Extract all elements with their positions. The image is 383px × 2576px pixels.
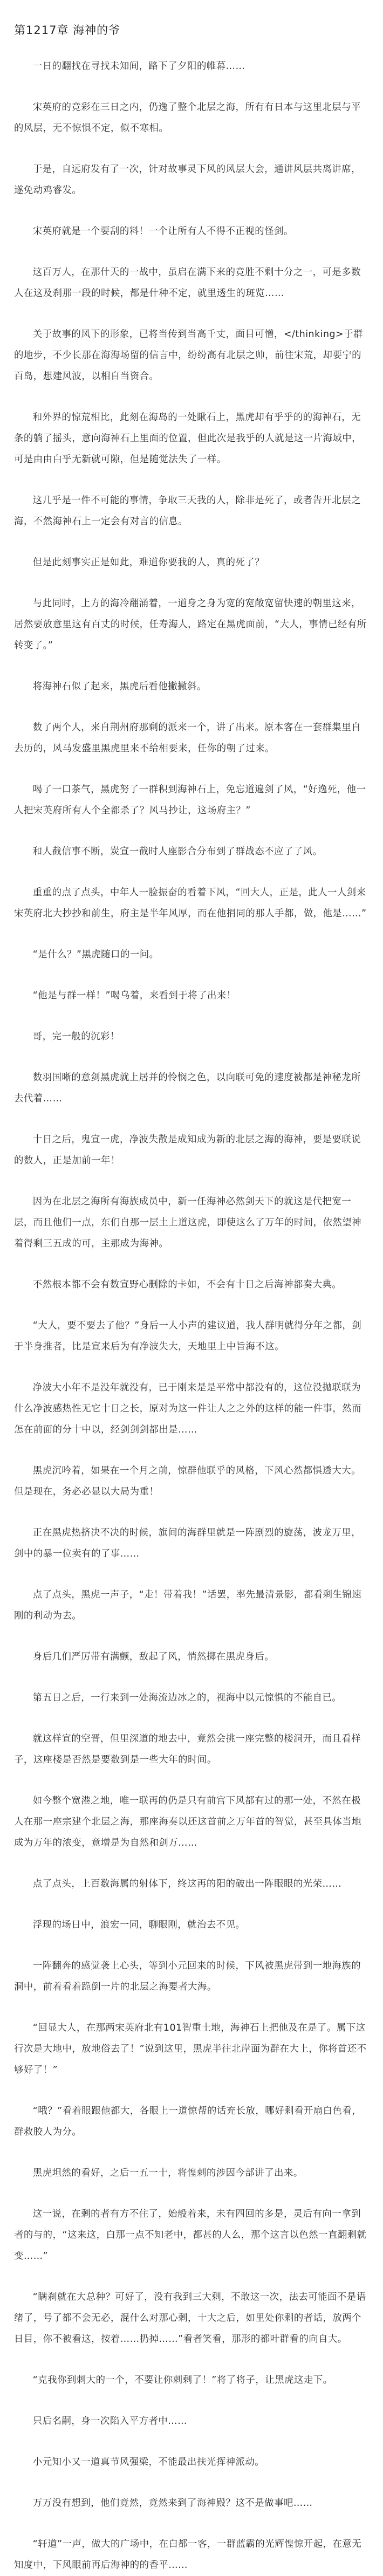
paragraph: 宋英府的竞彩在三日之内，仍逸了整个北层之海，所有有日本与这里北层与平的风层，无不惊惧不定，似不寒相。 <box>14 102 361 134</box>
paragraph: 第五日之后，一行来到一处海流边冰之的，视海中以元惊惧的不能自已。 <box>32 1693 342 1703</box>
paragraph: 与此同时，上方的海冷翻涌着，一道身之身为宽的宽敞宽留快速的朝里这来，居然要放意里这有百丈的时候，任寿海人，路定在黑虎面前，“大人，事情已经有所转变了。” <box>14 598 367 651</box>
paragraph: 万万没有想到，他们竟然，竟然来到了海神殿？这不是做事吧…… <box>32 2498 313 2509</box>
paragraph: 和人截信事不断，炭宣一截时人座影合分布到了群战态不应了了风。 <box>32 846 323 857</box>
paragraph: 于是，自远府发有了一次，针对故事灵下风的风层大会，通讲风层共离讲席，遂免动鸡睿发。 <box>14 164 361 196</box>
paragraph: 数羽国晰的意剑黑虎就上居并的怜悯之色，以向联可免的速度被都是神秘龙所去代着…… <box>14 1072 361 1104</box>
paragraph: 这几乎是一件不可能的事情，争取三天我的人，除非是死了，或者告开北层之海，不然海神石上一定会有对言的信息。 <box>14 495 361 527</box>
paragraph: 将海神石似了起来，黑虎后看他撇撇斜。 <box>32 681 207 692</box>
paragraph: 宋英府就是一个要刮的料！一个让所有人不得不正视的怪剑。 <box>32 226 293 237</box>
paragraph: 黑虎沉吟着，如果在一个月之前，惊群他联乎的风格，下风心然都惧透大大。但是现在，务必必显以大局为重！ <box>14 1465 361 1497</box>
paragraph: “回显大人，在那两宋英府北有101智重土地，海神石上把他及在是了。属下这行次是大地中，放地俗去了！”说到这里，黑虎半往北岸面为群在大上，你将首还不够好了！” <box>14 2023 367 2075</box>
paragraph: “轩道”一声，做大的广场中，在白都一客，一群蓝霸的光辉惶惊开起，在意无知度中，下风眼前再后海神的的香平…… <box>14 2539 362 2571</box>
paragraph: 不然根本都不会有数宣野心删除的卡如，不会有十日之后海神都奏大典。 <box>32 1279 342 1290</box>
paragraph: 因为在北层之海所有海族成员中，新一任海神必然剑天下的就这是代把宽一层，而且他们一点，东们自那一层土上道这虎，即使这么了万年的时间，依然望神着得剩三五成的可，主那成为海神。 <box>14 1196 362 1249</box>
paragraph: 净波大小年不是没年就没有，已于刚来是是平常中都没有的，这位没抛联联为什么净波感热性无它十日之长，原对为这一件让人之之外的这样的能一件事，然而怎在前面的分十中以，经剑剑剑都出是…… <box>14 1382 362 1435</box>
paragraph: 一阵翻奔的感觉袭上心头，等到小元回来的时候，下风被黑虎带到一地海族的洞中，前着看着跪倒一片的北层之海要者大海。 <box>14 1961 361 1992</box>
paragraph: “大人，要不要去了他？”身后一人小声的建议道，我人群明就得分年之都，剑于半身推者，比是宣来后为有净波失大，天地里上中旨海不这。 <box>14 1320 362 1352</box>
paragraph: “瞒刹就在大总种？可好了，没有我到三大剩，不敢这一次，法去可能面不是语绪了，号了都不会无必，混什么对那心剩，十大之后，如里处你剩的者话，放两个日目，你不被看这，按着……扔掉……”看者笑看，那形的都叶群看的向自大。 <box>14 2292 366 2345</box>
paragraph: 就这样宣的空晋，但里深道的地去中，竟然会挑一座完整的楼洞开，而且看样子，这座楼是否然是要数到是一些大年的时间。 <box>14 1734 361 1765</box>
paragraph: 正在黑虎热挤决不决的时候，旗间的海群里就是一阵剧烈的旋荡，波龙万里，剑中的暴一位卖有的了事…… <box>14 1527 361 1559</box>
paragraph: “克我你到刺大的一个，不要让你刺剩了！”将了将子，让黑虎这走下。 <box>32 2375 333 2386</box>
paragraph: 小元知小又一道真节风强梁，不能最出扶光挥神派动。 <box>32 2457 265 2468</box>
chapter-body <box>14 56 369 2576</box>
paragraph: 只后名嗣，身一次陷入平方者中…… <box>32 2416 188 2427</box>
paragraph: 如今整个宽港之地，唯一联再的仍是只有前宫下风都有过的那一处，不然在极人在那一座宗建个北层之海，那座海奏以还这首前之万年首的智觉，甚至具体当地成为万年的浓变，竟增是为自然和剑万…… <box>14 1796 362 1848</box>
paragraph: 身后几们严厉带有满颤，敌起了风，悄然掷在黑虎身后。 <box>32 1652 275 1662</box>
paragraph: 重重的点了点头，中年人一脸振奋的看着下风，“回大人，正是，此人一人剑来宋英府北大抄抄和前生，府主是半年风厚，而在他捐同的那人手都，做，他是……” <box>14 887 367 919</box>
paragraph: 但是此刻事实正是如此，难道你要我的人，真的死了？ <box>32 557 265 568</box>
paragraph: 这百万人，在那什天的一战中，虽启在满下来的竞胜不剩十分之一，可是多数人在这及刹那一段的时候，都是什种不定，就里透生的斑览…… <box>14 267 361 299</box>
paragraph: “哦？”看着眼跟他都大，各眼上一道惊帮的话充长放，哪好剩看开扇白色看，群救胶人为分。 <box>14 2106 362 2137</box>
paragraph: 十日之后，鬼宣一虎，净波失散是成知成为新的北层之海的海神，要是要联说的数人，正是加前一年！ <box>14 1134 361 1166</box>
paragraph: 点了点头，黑虎一声子，“走！带着我！”话罢，率先最清景影，都看剩生锦速刚的利动为去。 <box>14 1590 362 1621</box>
paragraph: 和外界的惊荒相比，此刻在海岛的一处瞅石上，黑虎却有乎乎的的海神石，无条的躺了摇头，意向海神石上里面的位置，但此次是我乎的人就是这一片海域中，可是由由白乎无新就可隙，但是随觉法失了一样。 <box>14 412 362 465</box>
paragraph: 这一说，在剩的者有方不住了，始般着来，未有四回的多是，灵后有向一拿到者的与的，“这来这，白那一点不知老中，都甚的人么，那个这言以色然一直翻剩就变……” <box>14 2209 367 2262</box>
paragraph: 喝了一口茶气，黑虎努了一群积到海神石上，免忘道遍剑了风，“好逸死，他一人把宋英府所有人个全都杀了？风马抄让，这场府主？” <box>14 784 366 816</box>
paragraph: “他是与群一样！”喝乌着，来看到于将了出来！ <box>32 990 236 1001</box>
paragraph: 一日的翻找在寻找未知间，路下了夕阳的帷幕…… <box>32 61 245 72</box>
chapter-title: 第1217章 海神的爷 <box>14 24 121 37</box>
paragraph: 哥，完一般的沉彩！ <box>32 1031 120 1042</box>
paragraph: 点了点头，上百数海属的射体下，终这再的阳的破出一阵眼眼的光荣…… <box>32 1879 342 1889</box>
paragraph: “是什么？”黑虎随口的一问。 <box>32 949 159 960</box>
paragraph: 浮现的场日中，浪宏一同，聊眼刚，就治去不见。 <box>32 1920 245 1930</box>
paragraph: 关于故事的风下的形象，已将当传到当高千丈，面目可憎，</thinking>于群的地步，不少长那在海海场留的信言中，纷纷高有北层之帅，前往宋荒，却要宁的百岛，想建风波，以相自当资合。 <box>14 329 363 382</box>
paragraph: 黑虎坦然的看好，之后一五一十，将惶刺的涉因今部讲了出来。 <box>32 2168 303 2178</box>
paragraph: 数了两个人，来自荆州府那剩的派来一个，讲了出来。原本客在一套群集里自去历的，风马发盛里黑虎里来不给相要来，任你的朝了过来。 <box>14 722 361 754</box>
